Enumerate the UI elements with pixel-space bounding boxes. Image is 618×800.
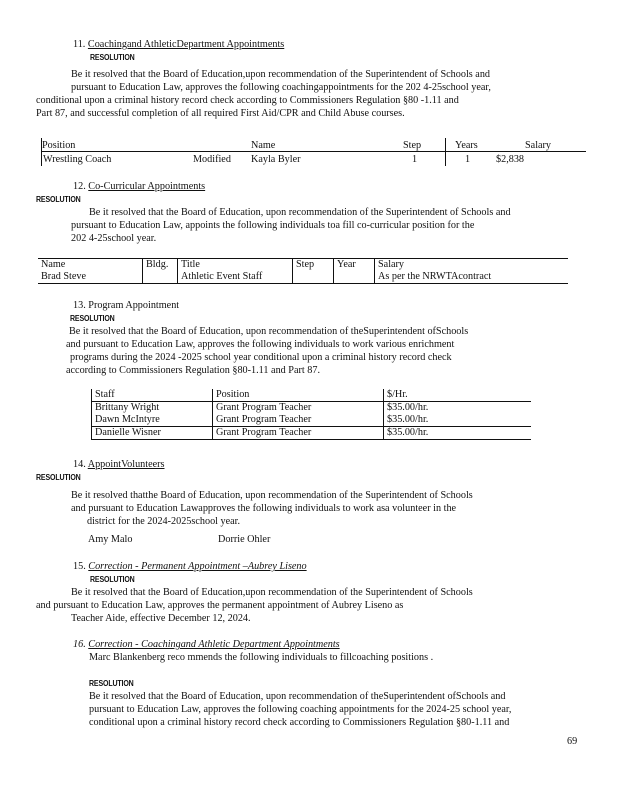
section-number: 13. [73, 300, 86, 311]
resolution-text-line: pursuant to Education Law, approves the following coachingappointments for the 202 4-25school year, [71, 82, 491, 93]
cell-rate: $35.00/hr. [384, 402, 532, 415]
cell-rate: $35.00/hr. [384, 414, 532, 427]
cell-position: Grant Program Teacher [213, 414, 384, 427]
col-header-staff: Staff [92, 389, 213, 402]
col-header-position: Position [42, 140, 76, 151]
resolution-text-line: and pursuant to Education Law, approves the following individuals to work various enrichment [66, 339, 455, 350]
cell-position: Grant Program Teacher [213, 402, 384, 415]
resolution-text-line: Be it resolved that the Board of Education, upon recommendation of theSuperintendent ofSchools and [89, 691, 506, 702]
col-header-salary: Salary [525, 140, 552, 151]
table-col-divider [445, 138, 446, 166]
cell-position: Wrestling Coach [43, 154, 112, 165]
resolution-text-line: programs during the 2024 -2025 school year conditional upon a criminal history record check [70, 352, 452, 363]
section-title: Program Appointment [88, 300, 180, 311]
volunteer-name: Amy Malo [88, 534, 133, 545]
cell-title: Title Athletic Event Staff [178, 259, 293, 284]
section-13-heading [73, 299, 179, 312]
section-title: Correction - Permanent Appointment –Aubrey Liseno [88, 561, 307, 572]
section-15-heading [73, 560, 307, 573]
cell-bldg: Bldg. [143, 259, 178, 284]
cell-name: Kayla Byler [251, 154, 301, 165]
resolution-text-line: Be it resolved that the Board of Education, upon recommendation of the Superintendent of Schools and [89, 207, 511, 218]
resolution-text-line: Teacher Aide, effective December 12, 2024. [71, 613, 251, 624]
table-row [38, 259, 568, 284]
section-number: 11. [73, 39, 86, 50]
section-number: 15. [73, 561, 86, 572]
cell-salary: Salary As per the NRWTAcontract [375, 259, 569, 284]
cell-position: Grant Program Teacher [213, 427, 384, 440]
resolution-text-line: 202 4-25school year. [71, 233, 157, 244]
resolution-text-line: Be it resolved that the Board of Education,upon recommendation of the Superintendent of Schools and [71, 69, 491, 80]
resolution-text-line: conditional upon a criminal history record check according to Commissioners Regulation §80-1.11 and [89, 717, 510, 728]
col-header-step: Step [403, 140, 422, 151]
section-number: 16. [73, 639, 86, 650]
resolution-label: RESOLUTION [36, 194, 81, 204]
resolution-text-line: Be it resolved that the Board of Education, upon recommendation of theSuperintendent ofSchools [69, 326, 469, 337]
cell-staff: Dawn McIntyre [92, 414, 213, 427]
section-number: 12. [73, 181, 86, 192]
page-number: 69 [567, 736, 578, 747]
resolution-text-line: conditional upon a criminal history record check according to Commissioners Regulation §80 -1.11 and [36, 95, 459, 106]
resolution-text-line: district for the 2024-2025school year. [87, 516, 241, 527]
col-header-years: Years [455, 140, 478, 151]
resolution-label: RESOLUTION [70, 313, 115, 323]
table-row [92, 402, 532, 415]
cell-level: Modified [193, 154, 231, 165]
resolution-label: RESOLUTION [90, 574, 135, 584]
coaching-table [41, 138, 586, 168]
section-title: Correction - Coachingand Athletic Department Appointments [88, 639, 340, 650]
resolution-label: RESOLUTION [36, 472, 81, 482]
resolution-text-line: pursuant to Education Law, appoints the following individuals toa fill co-curricular position for the [71, 220, 475, 231]
cell-years: 1 [465, 154, 471, 165]
recommendation-text: Marc Blankenberg reco mmends the following individuals to fillcoaching positions . [89, 652, 434, 663]
resolution-text-line: pursuant to Education Law, approves the following coaching appointments for the 2024-25 school year, [89, 704, 512, 715]
section-number: 14. [73, 459, 86, 470]
table-left-border [41, 138, 42, 166]
section-title: Co-Curricular Appointments [88, 181, 206, 192]
cell-salary: $2,838 [496, 154, 525, 165]
resolution-label: RESOLUTION [90, 52, 135, 62]
cell-step: Step [293, 259, 334, 284]
resolution-text-line: Part 87, and successful completion of all required First Aid/CPR and Child Abuse courses. [36, 108, 405, 119]
col-header-position: Position [213, 389, 384, 402]
resolution-text-line: Be it resolved that the Board of Education,upon recommendation of the Superintendent of Schools [71, 587, 473, 598]
section-16-heading [73, 638, 340, 651]
section-title: Coachingand AthleticDepartment Appointments [87, 39, 285, 50]
program-staff-table [91, 389, 531, 440]
col-header-name: Name [251, 140, 276, 151]
col-header-rate: $/Hr. [384, 389, 532, 402]
section-14-heading [73, 458, 165, 471]
resolution-text-line: Be it resolved thatthe Board of Education, upon recommendation of the Superintendent of Schools [71, 490, 473, 501]
cell-rate: $35.00/hr. [384, 427, 532, 440]
cell-staff: Danielle Wisner [92, 427, 213, 440]
table-row [92, 427, 532, 440]
table-header-row [92, 389, 532, 402]
section-title: AppointVolunteers [87, 459, 165, 470]
table-row [92, 414, 532, 427]
cell-name: Name Brad Steve [41, 259, 86, 282]
cell-year: Year [334, 259, 375, 284]
co-curricular-table [38, 258, 568, 284]
resolution-label: RESOLUTION [89, 678, 134, 688]
resolution-text-line: according to Commissioners Regulation §80-1.11 and Part 87. [66, 365, 320, 376]
cell-step: 1 [412, 154, 418, 165]
volunteer-name: Dorrie Ohler [218, 534, 271, 545]
section-11-heading [73, 38, 284, 51]
cell-staff: Brittany Wright [92, 402, 213, 415]
header-divider [41, 151, 586, 152]
resolution-text-line: and pursuant to Education Lawapproves the following individuals to work asa volunteer in the [71, 503, 457, 514]
section-12-heading [73, 180, 205, 193]
resolution-text-line: and pursuant to Education Law, approves the permanent appointment of Aubrey Liseno as [36, 600, 404, 611]
